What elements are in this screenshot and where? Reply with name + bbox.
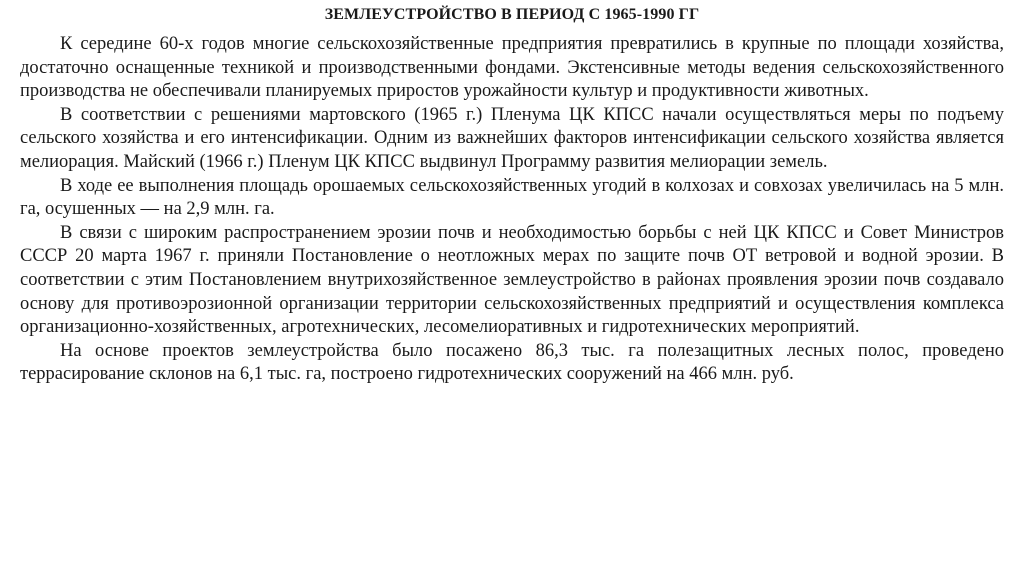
page-title: ЗЕМЛЕУСТРОЙСТВО В ПЕРИОД С 1965-1990 ГГ: [324, 6, 700, 23]
paragraph-5: На основе проектов землеустройства было посажено 86,3 тыс. га полезащитных лесных полос, проведено террасирование склонов на 6,1 тыс. га, построено гидротехнических сооружений на 466 млн. руб.: [20, 340, 1004, 385]
document-body: [20, 33, 1004, 387]
paragraph-4: В связи с широким распространением эрозии почв и необходимостью борьбы с ней ЦК КПСС и Совет Министров СССР 20 марта 1967 г. приняли Постановление о неотложных мерах по защите почв ОТ ветровой и водной эрозии. В соответствии с этим Постановлением внутрихозяйственное землеустройство в районах проявления эрозии почв создавало основу для противоэрозионной организации территории сельскохозяйственных предприятий и осуществления комплекса организационно-хозяйственных, агротехнических, лесомелиоративных и гидротехнических мероприятий.: [20, 222, 1004, 338]
paragraph-1: К середине 60-х годов многие сельскохозяйственные предприятия превратились в крупные по площади хозяйства, достаточно оснащенные техникой и производственными фондами. Экстенсивные методы ведения сельскохозяйственного производства не обеспечивали планируемых приростов урожайности культур и продуктивности животных.: [20, 34, 1004, 102]
paragraph-3: В ходе ее выполнения площадь орошаемых сельскохозяйственных угодий в колхозах и совхозах увеличилась на 5 млн. га, осушенных — на 2,9 млн. га.: [20, 175, 1004, 220]
document-page: [20, 0, 1004, 574]
paragraph-2: В соответствии с решениями мартовского (1965 г.) Пленума ЦК КПСС начали осуществляться меры по подъему сельского хозяйства и его интенсификации. Одним из важнейших факторов интенсификации сельского хозяйства является мелиорация. Майский (1966 г.) Пленум ЦК КПСС выдвинул Программу развития мелиорации земель.: [20, 104, 1004, 172]
